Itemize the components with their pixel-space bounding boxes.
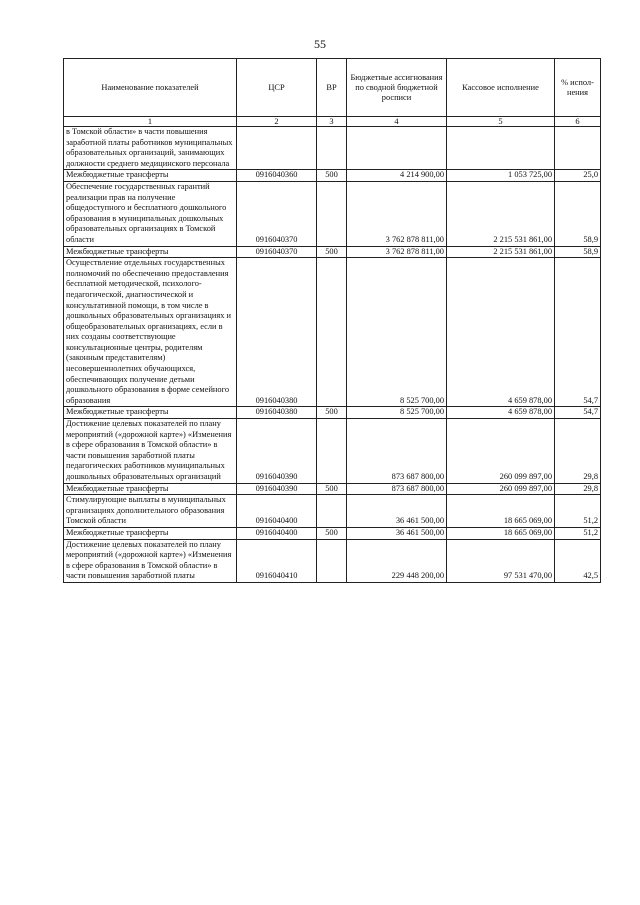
vr-cell: 500 — [317, 527, 347, 539]
budget-cell: 8 525 700,00 — [347, 407, 447, 419]
budget-cell: 873 687 800,00 — [347, 483, 447, 495]
percent-cell: 54,7 — [555, 407, 601, 419]
vr-cell — [317, 419, 347, 484]
column-number: 4 — [347, 117, 447, 127]
csr-cell: 0916040390 — [237, 483, 317, 495]
cash-cell: 260 099 897,00 — [447, 483, 555, 495]
column-number: 3 — [317, 117, 347, 127]
csr-cell: 0916040390 — [237, 419, 317, 484]
csr-cell: 0916040370 — [237, 246, 317, 258]
vr-cell: 500 — [317, 170, 347, 182]
header-csr: ЦСР — [237, 59, 317, 117]
header-budget: Бюджетные ассигнования по сводной бюджетной росписи — [347, 59, 447, 117]
page-number: 55 — [314, 37, 326, 51]
percent-cell: 25,0 — [555, 170, 601, 182]
column-number-row — [64, 117, 601, 127]
column-number: 6 — [555, 117, 601, 127]
indicator-name-cell: Межбюджетные трансферты — [64, 170, 237, 182]
budget-cell: 3 762 878 811,00 — [347, 181, 447, 246]
budget-cell: 3 762 878 811,00 — [347, 246, 447, 258]
vr-cell — [317, 539, 347, 582]
cash-cell: 2 215 531 861,00 — [447, 246, 555, 258]
budget-cell: 36 461 500,00 — [347, 527, 447, 539]
cash-cell: 18 665 069,00 — [447, 495, 555, 528]
table-row — [64, 407, 601, 419]
vr-cell: 500 — [317, 483, 347, 495]
table-row — [64, 483, 601, 495]
vr-cell — [317, 258, 347, 407]
header-name: Наименование показателей — [64, 59, 237, 117]
indicator-name-cell: Стимулирующие выплаты в муниципальных организациях дополнительного образования Томской области — [64, 495, 237, 528]
percent-cell: 51,2 — [555, 527, 601, 539]
percent-cell: 29,8 — [555, 419, 601, 484]
table-row — [64, 170, 601, 182]
vr-cell — [317, 181, 347, 246]
column-number: 5 — [447, 117, 555, 127]
budget-table — [63, 58, 601, 583]
percent-cell: 58,9 — [555, 246, 601, 258]
column-number: 2 — [237, 117, 317, 127]
indicator-name-cell: Межбюджетные трансферты — [64, 483, 237, 495]
cash-cell: 4 659 878,00 — [447, 258, 555, 407]
table-row — [64, 258, 601, 407]
cash-cell: 18 665 069,00 — [447, 527, 555, 539]
cash-cell: 97 531 470,00 — [447, 539, 555, 582]
cash-cell: 260 099 897,00 — [447, 419, 555, 484]
table-row — [64, 127, 601, 170]
vr-cell: 500 — [317, 407, 347, 419]
csr-cell: 0916040370 — [237, 181, 317, 246]
vr-cell — [317, 127, 347, 170]
indicator-name-cell: Межбюджетные трансферты — [64, 246, 237, 258]
cash-cell: 4 659 878,00 — [447, 407, 555, 419]
budget-cell — [347, 127, 447, 170]
csr-cell: 0916040410 — [237, 539, 317, 582]
percent-cell — [555, 127, 601, 170]
vr-cell: 500 — [317, 246, 347, 258]
cash-cell: 1 053 725,00 — [447, 170, 555, 182]
csr-cell: 0916040380 — [237, 407, 317, 419]
cash-cell: 2 215 531 861,00 — [447, 181, 555, 246]
indicator-name-cell: Достижение целевых показателей по плану мероприятий («дорожной карте») «Изменения в сфере образования в Томской области» в части повышения заработной платы — [64, 539, 237, 582]
indicator-name-cell: Межбюджетные трансферты — [64, 527, 237, 539]
table-body — [64, 127, 601, 583]
csr-cell: 0916040380 — [237, 258, 317, 407]
header-row — [64, 59, 601, 117]
percent-cell: 42,5 — [555, 539, 601, 582]
csr-cell: 0916040400 — [237, 527, 317, 539]
vr-cell — [317, 495, 347, 528]
table-row — [64, 181, 601, 246]
csr-cell — [237, 127, 317, 170]
percent-cell: 29,8 — [555, 483, 601, 495]
header-pct: % испол-нения — [555, 59, 601, 117]
percent-cell: 58,9 — [555, 181, 601, 246]
percent-cell: 54,7 — [555, 258, 601, 407]
header-cash: Кассовое исполнение — [447, 59, 555, 117]
indicator-name-cell: Межбюджетные трансферты — [64, 407, 237, 419]
csr-cell: 0916040360 — [237, 170, 317, 182]
indicator-name-cell: Достижение целевых показателей по плану мероприятий («дорожной карте») «Изменения в сфере образования в Томской области» в части повышения заработной платы педагогических работников муниципальных дошкольных образовательных организаций — [64, 419, 237, 484]
budget-cell: 8 525 700,00 — [347, 258, 447, 407]
csr-cell: 0916040400 — [237, 495, 317, 528]
indicator-name-cell: Обеспечение государственных гарантий реализации прав на получение общедоступного и бесплатного дошкольного образования в муниципальных дошкольных образовательных организациях в Томской области — [64, 181, 237, 246]
percent-cell: 51,2 — [555, 495, 601, 528]
table-row — [64, 539, 601, 582]
table-row — [64, 246, 601, 258]
cash-cell — [447, 127, 555, 170]
table-row — [64, 419, 601, 484]
column-number: 1 — [64, 117, 237, 127]
budget-cell: 229 448 200,00 — [347, 539, 447, 582]
budget-cell: 36 461 500,00 — [347, 495, 447, 528]
table-row — [64, 527, 601, 539]
indicator-name-cell: Осуществление отдельных государственных полномочий по обеспечению предоставления бесплатной методической, психолого-педагогической, диагностической и консультативной помощи, в том числе в дошкольных образовательных организациях и общеобразовательных организациях, если в них созданы соответствующие консультационные центры, родителям (законным представителям) несовершеннолетних обучающихся, обеспечивающих получение детьми дошкольного образования в форме семейного образования — [64, 258, 237, 407]
indicator-name-cell: в Томской области» в части повышения заработной платы работников муниципальных образовательных организаций, занимающих должности среднего медицинского персонала — [64, 127, 237, 170]
table-row — [64, 495, 601, 528]
budget-cell: 873 687 800,00 — [347, 419, 447, 484]
budget-cell: 4 214 900,00 — [347, 170, 447, 182]
header-vr: ВР — [317, 59, 347, 117]
